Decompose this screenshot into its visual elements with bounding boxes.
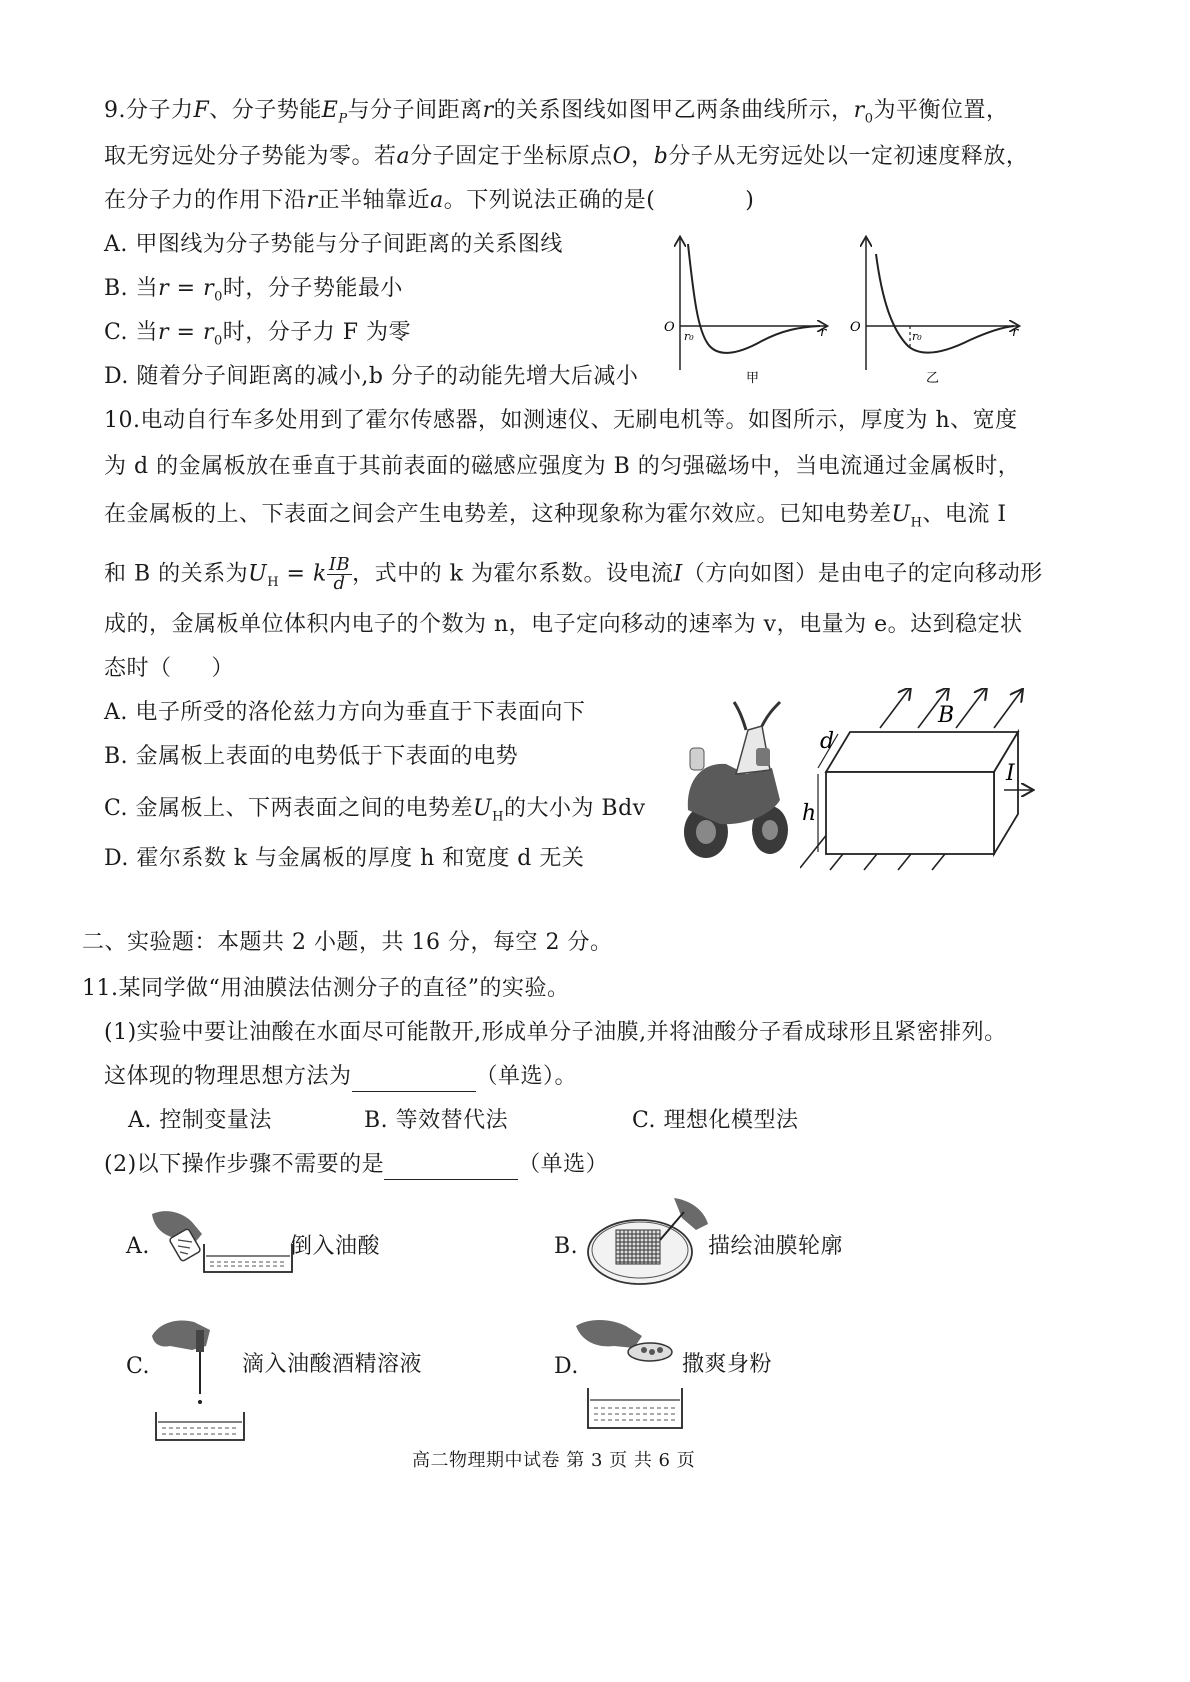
q9-option-c: C. 当$r = r_0$时，分子力 F 为零 xyxy=(104,320,412,349)
q9-option-b: B. 当$r = r_0$时，分子势能最小 xyxy=(104,276,403,305)
graph-jia xyxy=(660,230,830,390)
q10-option-d: D. 霍尔系数 k 与金属板的厚度 h 和宽度 d 无关 xyxy=(104,846,585,871)
d-label: d xyxy=(820,729,835,754)
q10-line-6: 态时（ ） xyxy=(104,656,235,681)
q11-part1-option-a: A. 控制变量法 xyxy=(128,1108,272,1133)
graph-jia-curve xyxy=(688,244,820,353)
q11-part1-line2: 这体现的物理思想方法为 （单选）。 xyxy=(104,1062,577,1092)
q10-option-a: A. 电子所受的洛伦兹力方向为垂直于下表面向下 xyxy=(104,700,586,725)
q10-line-1: 10.电动自行车多处用到了霍尔传感器，如测速仪、无刷电机等。如图所示，厚度为 h、宽度 xyxy=(104,408,1018,433)
page-footer: 高二物理期中试卷 第 3 页 共 6 页 xyxy=(412,1450,696,1471)
q9-option-d: D. 随着分子间距离的减小,b 分子的动能先增大后减小 xyxy=(104,364,639,389)
graph-yi xyxy=(846,230,1026,390)
hall-effect-diagram xyxy=(800,688,1040,878)
trace-oil-film-image xyxy=(586,1196,714,1288)
step-a-letter: A. xyxy=(126,1234,150,1259)
step-b-label: 描绘油膜轮廓 xyxy=(708,1234,844,1259)
q10-line-2: 为 d 的金属板放在垂直于其前表面的磁感应强度为 B 的匀强磁场中，当电流通过金属板时， xyxy=(104,454,1021,479)
q9-line-2: 取无穷远处分子势能为零。若a分子固定于坐标原点O，b分子从无穷远处以一定初速度释放， xyxy=(104,144,1029,169)
q11-title: 11.某同学做“用油膜法估测分子的直径”的实验。 xyxy=(82,976,570,1001)
answer-blank-1[interactable] xyxy=(352,1067,476,1092)
q10-line-3: 在金属板的上、下表面之间会产生电势差，这种现象称为霍尔效应。已知电势差$U_H$、电流 I xyxy=(104,502,1007,531)
graph-yi-caption: 乙 xyxy=(926,371,940,386)
step-c-letter: C. xyxy=(126,1354,151,1379)
q10-line-4: 和 B 的关系为$U_H = k$ $\frac{IB}{d}$ ，式中的 k 为霍尔系数。设电流I（方向如图）是由电子的定向移动形 xyxy=(104,554,1043,594)
graph-jia-caption: 甲 xyxy=(746,371,760,386)
b-field-label: B xyxy=(938,703,955,728)
q11-part2-line: (2)以下操作步骤不需要的是 （单选） xyxy=(104,1150,608,1180)
q9-option-a: A. 甲图线为分子势能与分子间距离的关系图线 xyxy=(104,232,563,257)
graph-jia-axis-label: r xyxy=(820,325,827,340)
q11-part1-option-c: C. 理想化模型法 xyxy=(632,1108,799,1133)
step-b-letter: B. xyxy=(554,1234,579,1259)
metal-plate xyxy=(826,732,1018,854)
pour-oil-acid-image xyxy=(148,1208,298,1278)
graph-yi-curve xyxy=(876,254,1014,353)
q9-line-1: 9.分子力F、分子势能$E_P$与分子间距离r的关系图线如图甲乙两条曲线所示，$r_0$为平衡位置， xyxy=(104,98,1009,127)
step-a-label: 倒入油酸 xyxy=(290,1234,381,1259)
q9-line-3: 在分子力的作用下沿r正半轴靠近a。下列说法正确的是( ) xyxy=(104,188,755,213)
q10-option-b: B. 金属板上表面的电势低于下表面的电势 xyxy=(104,744,519,769)
drop-solution-image xyxy=(148,1316,248,1444)
graph-jia-r0-label: r₀ xyxy=(684,330,694,343)
section-2-heading: 二、实验题：本题共 2 小题，共 16 分，每空 2 分。 xyxy=(82,930,613,955)
electric-scooter-image xyxy=(676,690,796,866)
graph-jia-origin-label: O xyxy=(664,320,675,335)
answer-blank-2[interactable] xyxy=(384,1155,518,1180)
q11-part1-option-b: B. 等效替代法 xyxy=(364,1108,509,1133)
graph-yi-r0-label: r₀ xyxy=(912,330,922,343)
sprinkle-powder-image xyxy=(574,1318,690,1436)
graph-yi-origin-label: O xyxy=(850,320,861,335)
q10-line-5: 成的，金属板单位体积内电子的个数为 n，电子定向移动的速率为 v，电量为 e。达到稳定状 xyxy=(104,612,1023,637)
q11-part1-line1: (1)实验中要让油酸在水面尽可能散开,形成单分子油膜,并将油酸分子看成球形且紧密排列。 xyxy=(104,1020,1007,1045)
graph-yi-axis-label: r xyxy=(1012,325,1019,340)
step-d-letter: D. xyxy=(554,1354,579,1379)
step-d-label: 撒爽身粉 xyxy=(682,1352,773,1377)
current-label: I xyxy=(1006,761,1015,786)
q10-option-c: C. 金属板上、下两表面之间的电势差$U_H$的大小为 Bdv xyxy=(104,796,646,825)
hall-formula-fraction: $\frac{IB}{d}$ xyxy=(328,554,351,594)
h-label: h xyxy=(802,801,817,826)
step-c-label: 滴入油酸酒精溶液 xyxy=(242,1352,423,1377)
